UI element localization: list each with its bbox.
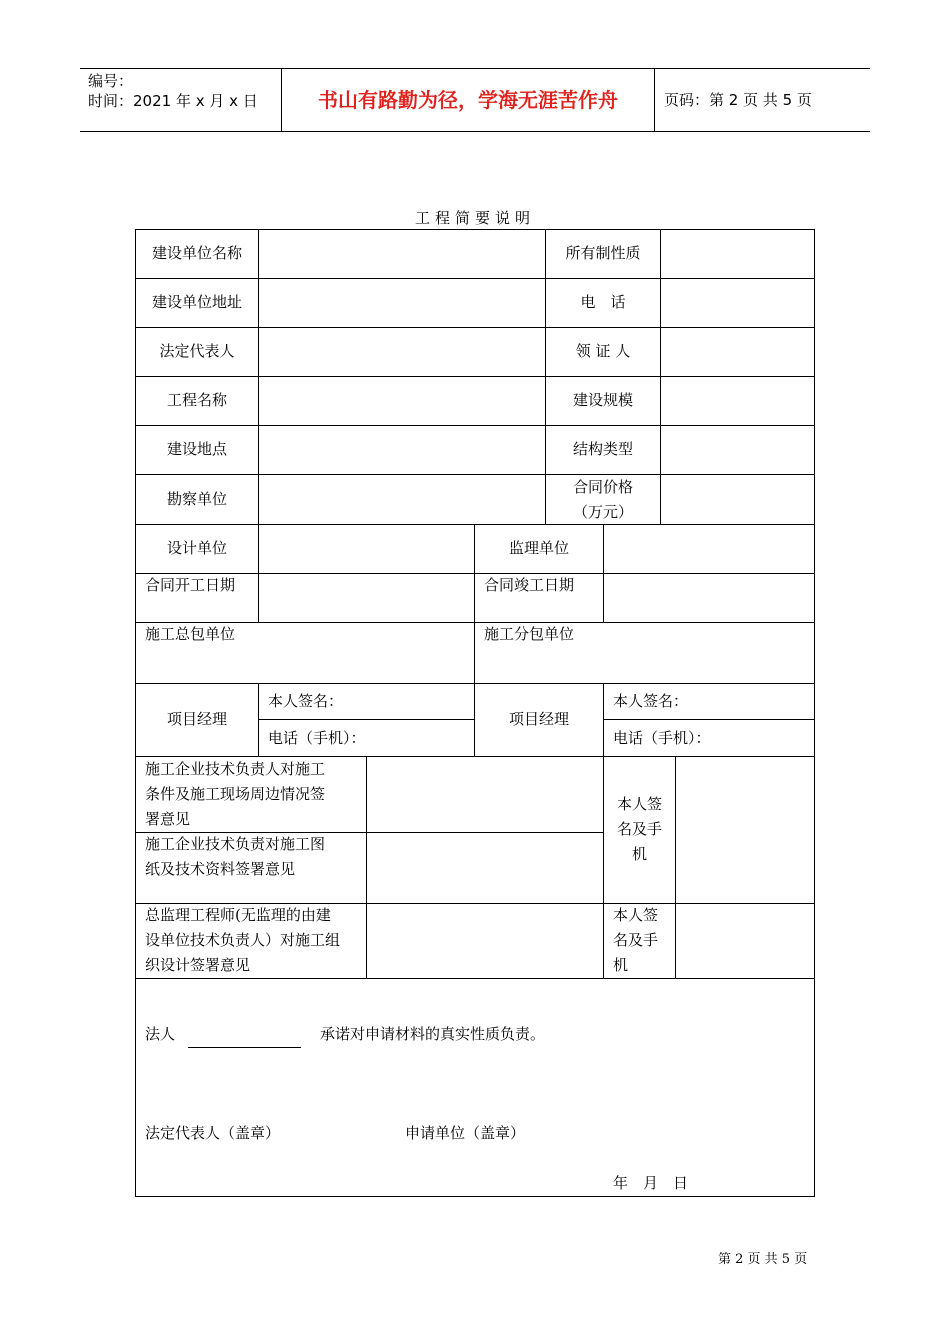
number-label: 编号： xyxy=(88,72,134,90)
label-sign-mobile-line: 名及手 xyxy=(613,931,659,949)
label-chief-line: 织设计签署意见 xyxy=(145,956,251,974)
header-divider xyxy=(654,69,655,131)
column-divider xyxy=(366,756,367,978)
row-divider xyxy=(135,474,815,475)
label-sign-mobile-line: 本人签 xyxy=(616,795,662,813)
label-build-unit-address: 建设单位地址 xyxy=(151,293,242,311)
label-licensee: 领 证 人 xyxy=(575,342,631,360)
label-sign-and-mobile xyxy=(613,903,658,978)
label-contract-start: 合同开工日期 xyxy=(145,576,236,594)
label-mobile-right: 电话（手机）： xyxy=(613,729,711,747)
label-mobile-left: 电话（手机）： xyxy=(268,729,366,747)
label-sign-mobile-line: 机 xyxy=(613,956,629,974)
row-divider xyxy=(258,719,474,720)
label-sign-mobile-line: 名及手 xyxy=(616,820,662,838)
label-chief-line: 总监理工程师(无监理的由建 xyxy=(145,906,331,924)
label-contract-end: 合同竣工日期 xyxy=(484,576,575,594)
label-survey-unit: 勘察单位 xyxy=(166,490,227,508)
label-build-unit-name: 建设单位名称 xyxy=(151,244,242,262)
label-tech-site-line: 署意见 xyxy=(145,810,191,828)
label-tech-drawing-line: 纸及技术资料签署意见 xyxy=(145,860,296,878)
label-contract-price-unit: （万元） xyxy=(572,503,633,521)
column-divider xyxy=(258,524,259,622)
label-project-manager-left: 项目经理 xyxy=(166,710,227,728)
header-page-label: 页码：第 2 页 共 5 页 xyxy=(664,91,812,109)
form-title: 工程简要说明 xyxy=(414,209,535,227)
label-applicant-seal: 申请单位（盖章） xyxy=(405,1124,526,1142)
time-label: 时间：2021 年 x 月 x 日 xyxy=(88,92,258,110)
label-supervision-unit: 监理单位 xyxy=(508,539,569,557)
row-divider xyxy=(603,719,815,720)
label-project-name: 工程名称 xyxy=(166,391,227,409)
label-tech-site-line: 条件及施工现场周边情况签 xyxy=(145,785,326,803)
column-divider xyxy=(258,229,259,524)
label-design-unit: 设计单位 xyxy=(166,539,227,557)
label-build-scale: 建设规模 xyxy=(572,391,633,409)
legal-person-blank xyxy=(188,1047,301,1048)
label-project-manager-right: 项目经理 xyxy=(508,710,569,728)
label-self-sign-left: 本人签名： xyxy=(268,692,344,710)
label-ownership: 所有制性质 xyxy=(565,244,641,262)
label-tech-site-opinion xyxy=(145,757,325,832)
row-divider xyxy=(135,978,815,979)
page-header xyxy=(80,68,870,132)
label-contract-price xyxy=(546,475,660,525)
label-chief-line: 设单位技术负责人）对施工组 xyxy=(145,931,341,949)
column-divider xyxy=(258,683,259,756)
label-self-sign-right: 本人签名： xyxy=(613,692,689,710)
label-legal-person: 法人 xyxy=(145,1025,176,1043)
label-sign-mobile-line: 本人签 xyxy=(613,906,659,924)
label-build-site: 建设地点 xyxy=(166,440,227,458)
column-divider xyxy=(603,756,604,978)
header-meta xyxy=(88,71,258,111)
row-divider xyxy=(135,376,815,377)
header-motto: 书山有路勤为径，学海无涯苦作舟 xyxy=(318,88,618,112)
label-commitment: 承诺对申请材料的真实性质负责。 xyxy=(320,1025,546,1043)
label-structure-type: 结构类型 xyxy=(572,440,633,458)
label-phone: 电 话 xyxy=(580,293,626,311)
column-divider xyxy=(603,524,604,622)
label-subcontractor: 施工分包单位 xyxy=(484,625,575,643)
label-contract-price-line: 合同价格 xyxy=(572,478,633,496)
label-chief-supervisor-opinion xyxy=(145,903,340,978)
label-sign-mobile-line: 机 xyxy=(631,845,647,863)
row-divider xyxy=(135,683,815,684)
label-general-contractor: 施工总包单位 xyxy=(145,625,236,643)
label-tech-site-line: 施工企业技术负责人对施工 xyxy=(145,760,326,778)
column-divider xyxy=(603,683,604,756)
row-divider xyxy=(135,425,815,426)
row-divider xyxy=(135,327,815,328)
row-divider xyxy=(135,278,815,279)
column-divider xyxy=(675,756,676,978)
label-legal-rep: 法定代表人 xyxy=(159,342,235,360)
label-tech-drawing-line: 施工企业技术负责对施工图 xyxy=(145,835,326,853)
row-divider xyxy=(135,524,815,525)
column-divider xyxy=(660,229,661,524)
row-divider xyxy=(135,622,815,623)
row-divider xyxy=(135,573,815,574)
footer-page-number: 第 2 页 共 5 页 xyxy=(718,1252,808,1267)
label-sign-and-mobile xyxy=(604,792,675,867)
label-date: 年 月 日 xyxy=(613,1174,689,1192)
label-legal-rep-seal: 法定代表人（盖章） xyxy=(145,1124,281,1142)
label-tech-drawing-opinion xyxy=(145,832,325,882)
